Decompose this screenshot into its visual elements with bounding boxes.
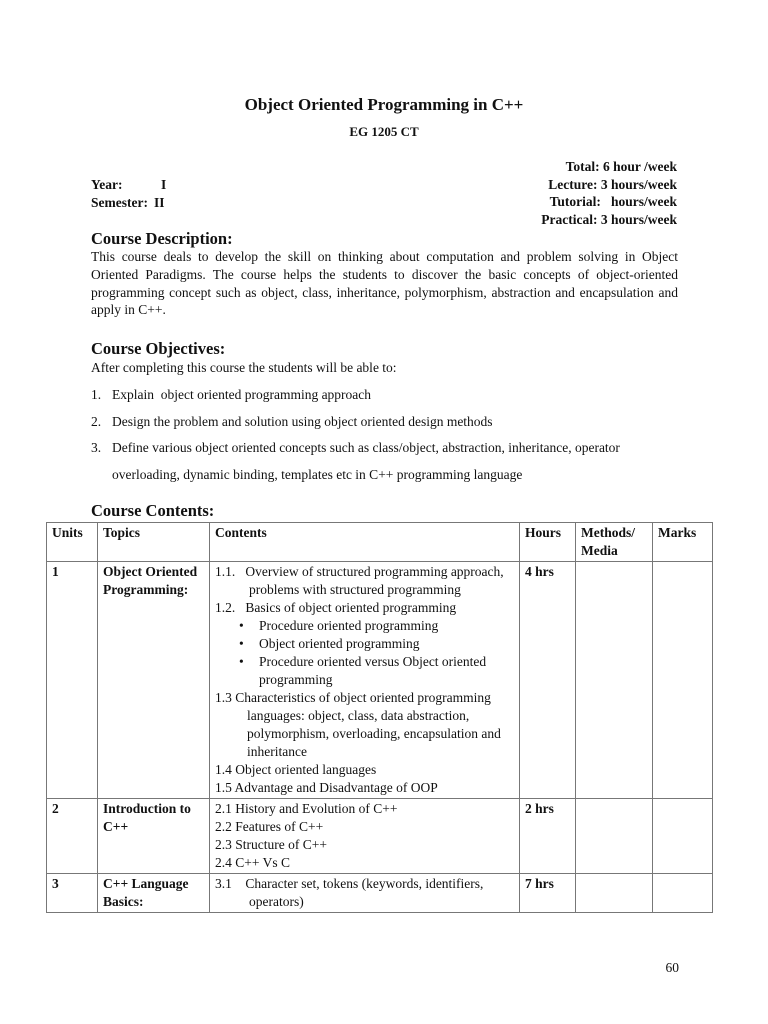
- list-item: 2. Design the problem and solution using object oriented design methods: [91, 414, 493, 429]
- semester-label: Semester:: [91, 194, 148, 210]
- unit-cell: 1: [47, 562, 98, 799]
- marks-cell: [653, 799, 713, 874]
- topic-cell: C++ Language Basics:: [98, 874, 210, 913]
- methods-cell: [576, 562, 653, 799]
- course-title: Object Oriented Programming in C++: [244, 95, 524, 114]
- practical-hours: Practical: 3 hours/week: [541, 211, 677, 227]
- column-header: Contents: [210, 523, 520, 562]
- year-line: [91, 176, 166, 194]
- description-heading: Course Description:: [91, 229, 233, 248]
- total-hours: Total: 6 hour /week: [565, 159, 677, 174]
- column-header: Topics: [98, 523, 210, 562]
- objectives-list: [91, 386, 691, 488]
- contents-cell: 3.1 Character set, tokens (keywords, identifiers, operators): [210, 874, 520, 913]
- list-item: • Procedure oriented versus Object oriented programming: [259, 653, 514, 689]
- unit-cell: 3: [47, 874, 98, 913]
- hours-cell: 7 hrs: [520, 874, 576, 913]
- page-number: 60: [665, 960, 679, 975]
- course-contents-table: [46, 522, 713, 913]
- list-item: • Object oriented programming: [259, 635, 514, 653]
- methods-cell: [576, 874, 653, 913]
- hours-cell: 4 hrs: [520, 562, 576, 799]
- methods-cell: [576, 799, 653, 874]
- description-text: This course deals to develop the skill on thinking about computation and problem solving in Object Oriented Paradigms. The course helps the students to discover the basic concepts of object-oriented programming concept such as object, class, inheritance, polymorphism, abstraction and encapsulation and apply in C++.: [91, 249, 678, 318]
- hours-cell: 2 hrs: [520, 799, 576, 874]
- objectives-intro: After completing this course the students will be able to:: [91, 360, 397, 375]
- table-row: [47, 799, 713, 874]
- contents-cell: 1.1. Overview of structured programming approach, problems with structured programming 1.2. Basics of object oriented programming • Procedure oriented programming • Object oriented programming • Procedure oriented versus Object oriented programming 1.3 Characteristics of object oriented programming languages: object, class, data abstraction, polymorphism, overloading, encapsulation and inheritance 1.4 Object oriented languages 1.5 Advantage and Disadvantage of OOP: [210, 562, 520, 799]
- topic-cell: Object Oriented Programming:: [98, 562, 210, 799]
- year-value: I: [161, 177, 167, 192]
- marks-cell: [653, 562, 713, 799]
- course-code: EG 1205 CT: [349, 124, 419, 139]
- table-header-row: [47, 523, 713, 562]
- list-item: • Procedure oriented programming: [259, 617, 514, 635]
- tutorial-hours: Tutorial: hours/week: [549, 194, 677, 209]
- table-row: [47, 562, 713, 799]
- semester-value: II: [153, 194, 165, 210]
- contents-cell: 2.1 History and Evolution of C++ 2.2 Features of C++ 2.3 Structure of C++ 2.4 C++ Vs C: [210, 799, 520, 874]
- topic-cell: Introduction to C++: [98, 799, 210, 874]
- list-item: 1. Explain object oriented programming approach: [91, 387, 372, 402]
- list-item: 3. Define various object oriented concepts such as class/object, abstraction, inheritance, operator overloading, dynamic binding, templates etc in C++ programming language: [91, 440, 620, 482]
- year-label: Year:: [91, 177, 123, 192]
- hours-summary: [541, 158, 677, 228]
- objectives-heading: Course Objectives:: [91, 339, 226, 358]
- table-row: [47, 874, 713, 913]
- subtopic-list: [215, 617, 514, 689]
- column-header: Hours: [520, 523, 576, 562]
- contents-heading: Course Contents:: [91, 501, 215, 520]
- column-header: Units: [47, 523, 98, 562]
- marks-cell: [653, 874, 713, 913]
- year-semester: [91, 176, 166, 211]
- unit-cell: 2: [47, 799, 98, 874]
- column-header: Marks: [653, 523, 713, 562]
- column-header: Methods/ Media: [576, 523, 653, 562]
- semester-line: [91, 194, 166, 212]
- lecture-hours: Lecture: 3 hours/week: [548, 176, 677, 192]
